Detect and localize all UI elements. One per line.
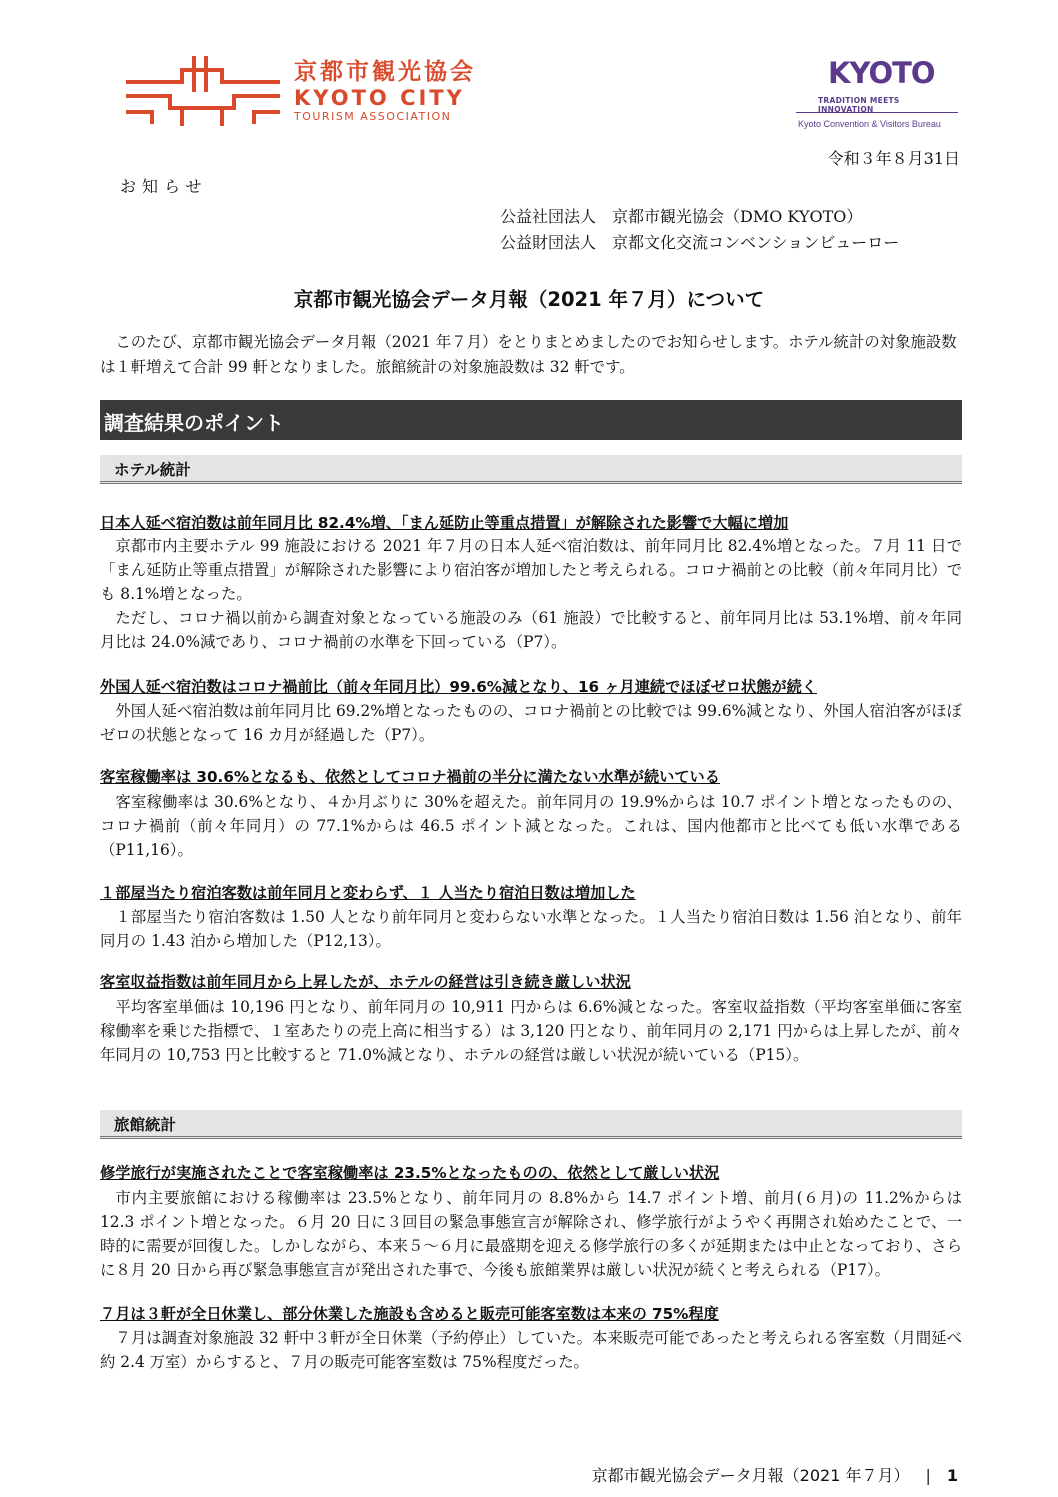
item-paragraph: 京都市内主要ホテル 99 施設における 2021 年７月の日本人延べ宿泊数は、前年同月比 82.4%増となった。７月 11 日で「まん延防止等重点措置」が解除された影響により宿泊客が増加したと考えられる。コロナ禍前との比較（前々年同月比）でも 8.1%増となった。	[100, 537, 962, 603]
kcvb-tagline: TRADITION MEETS INNOVATION	[818, 96, 900, 114]
item-paragraph: 外国人延べ宿泊数は前年同月比 69.2%増となったものの、コロナ禍前との比較では 99.6%減となり、外国人宿泊客がほぼゼロの状態となって 16 カ月が経過した（P7）。	[100, 702, 962, 744]
kcvb-wordmark: KYOTO	[828, 56, 935, 90]
kct-logo-jp: 京都市観光協会	[294, 59, 476, 85]
item-body	[100, 534, 962, 654]
page-footer	[0, 1463, 958, 1486]
kct-logo-en1: KYOTO CITY	[294, 86, 465, 110]
item-heading: 外国人延べ宿泊数はコロナ禍前比（前々年同月比）99.6%減となり、16 ヶ月連続でほぼゼロ状態が続く	[100, 678, 817, 696]
kct-emblem-icon	[122, 52, 284, 128]
kcvb-bureau-name: Kyoto Convention & Visitors Bureau	[798, 119, 941, 129]
item-paragraph: １部屋当たり宿泊客数は 1.50 人となり前年同月と変わらない水準となった。１人当たり宿泊日数は 1.56 泊となり、前年同月の 1.43 泊から増加した（P12,13）。	[100, 908, 962, 950]
intro-paragraph	[100, 330, 962, 380]
item-heading: ７月は３軒が全日休業し、部分休業した施設も含めると販売可能客室数は本来の 75%程度	[100, 1305, 719, 1323]
notice-label: お知らせ	[120, 177, 208, 196]
kcvb-divider	[796, 112, 958, 113]
item-heading: 客室稼働率は 30.6%となるも、依然としてコロナ禍前の半分に満たない水準が続いている	[100, 768, 720, 786]
hotel-subheading	[100, 455, 962, 484]
footer-title: 京都市観光協会データ月報（2021 年７月）	[591, 1466, 910, 1485]
document-title: 京都市観光協会データ月報（2021 年７月）について	[293, 288, 765, 311]
organization-1: 公益社団法人 京都市観光協会（DMO KYOTO）	[500, 207, 863, 226]
ryokan-label: 旅館統計	[114, 1116, 177, 1134]
intro-text: このたび、京都市観光協会データ月報（2021 年７月）をとりまとめましたのでお知らせします。ホテル統計の対象施設数は１軒増えて合計 99 軒となりました。旅館統計の対象施設数は 32 軒です。	[100, 333, 957, 376]
item-body	[100, 790, 962, 862]
item-heading: 客室収益指数は前年同月から上昇したが、ホテルの経営は引き続き厳しい状況	[100, 973, 631, 991]
item-body	[100, 1186, 962, 1282]
ryokan-subheading	[100, 1110, 962, 1139]
item-body	[100, 1326, 962, 1374]
item-paragraph: 市内主要旅館における稼働率は 23.5%となり、前年同月の 8.8%から 14.7 ポイント増、前月(６月)の 11.2%からは 12.3 ポイント増となった。６月 20 日に３回目の緊急事態宣言が解除され、修学旅行がようやく再開され始めたことで、一時的に需要が回復した。しかしながら、本来５～６月に最盛期を迎える修学旅行の多くが延期または中止となっており、さらに８月 20 日から再び緊急事態宣言が発出された事で、今後も旅館業界は厳しい状況が続くと考えられる（P17）。	[100, 1189, 962, 1279]
footer-separator: |	[925, 1466, 931, 1485]
item-paragraph: ７月は調査対象施設 32 軒中３軒が全日休業（予約停止）していた。本来販売可能であったと考えられる客室数（月間延べ約 2.4 万室）からすると、７月の販売可能客室数は 75%程度だった。	[100, 1329, 962, 1371]
item-paragraph: 客室稼働率は 30.6%となり、４か月ぶりに 30%を超えた。前年同月の 19.9%からは 10.7 ポイント増となったものの、コロナ禍前（前々年同月）の 77.1%からは 46.5 ポイント減となった。これは、国内他都市と比べても低い水準である（P11,16）。	[100, 793, 962, 859]
item-heading: 修学旅行が実施されたことで客室稼働率は 23.5%となったものの、依然として厳しい状況	[100, 1164, 720, 1182]
page-number: 1	[946, 1466, 958, 1485]
item-heading: 日本人延べ宿泊数は前年同月比 82.4%増、「まん延防止等重点措置」が解除された影響で大幅に増加	[100, 514, 789, 532]
item-paragraph: ただし、コロナ禍以前から調査対象となっている施設のみ（61 施設）で比較すると、前年同月比は 53.1%増、前々年同月比は 24.0%減であり、コロナ禍前の水準を下回っている（P7）。	[100, 609, 962, 651]
kyoto-convention-bureau-logo	[796, 56, 958, 136]
kct-logo-en2: TOURISM ASSOCIATION	[294, 110, 452, 123]
organization-2: 公益財団法人 京都文化交流コンベンションビューロー	[500, 233, 900, 252]
item-body	[100, 905, 962, 953]
section-title: 調査結果のポイント	[104, 411, 284, 435]
item-body	[100, 699, 962, 747]
issue-date: 令和３年８月31日	[827, 149, 960, 168]
kyoto-city-tourism-logo	[122, 52, 482, 130]
hotel-label: ホテル統計	[114, 461, 191, 479]
item-paragraph: 平均客室単価は 10,196 円となり、前年同月の 10,911 円からは 6.6%減となった。客室収益指数（平均客室単価に客室稼働率を乗じた指標で、１室あたりの売上高に相当する）は 3,120 円となり、前年同月の 2,171 円からは上昇したが、前々年同月の 10,753 円と比較すると 71.0%減となり、ホテルの経営は厳しい状況が続いている（P15）。	[100, 998, 962, 1064]
section-banner	[100, 400, 962, 440]
item-heading: １部屋当たり宿泊客数は前年同月と変わらず、１ 人当たり宿泊日数は増加した	[100, 884, 636, 902]
item-body	[100, 995, 962, 1067]
